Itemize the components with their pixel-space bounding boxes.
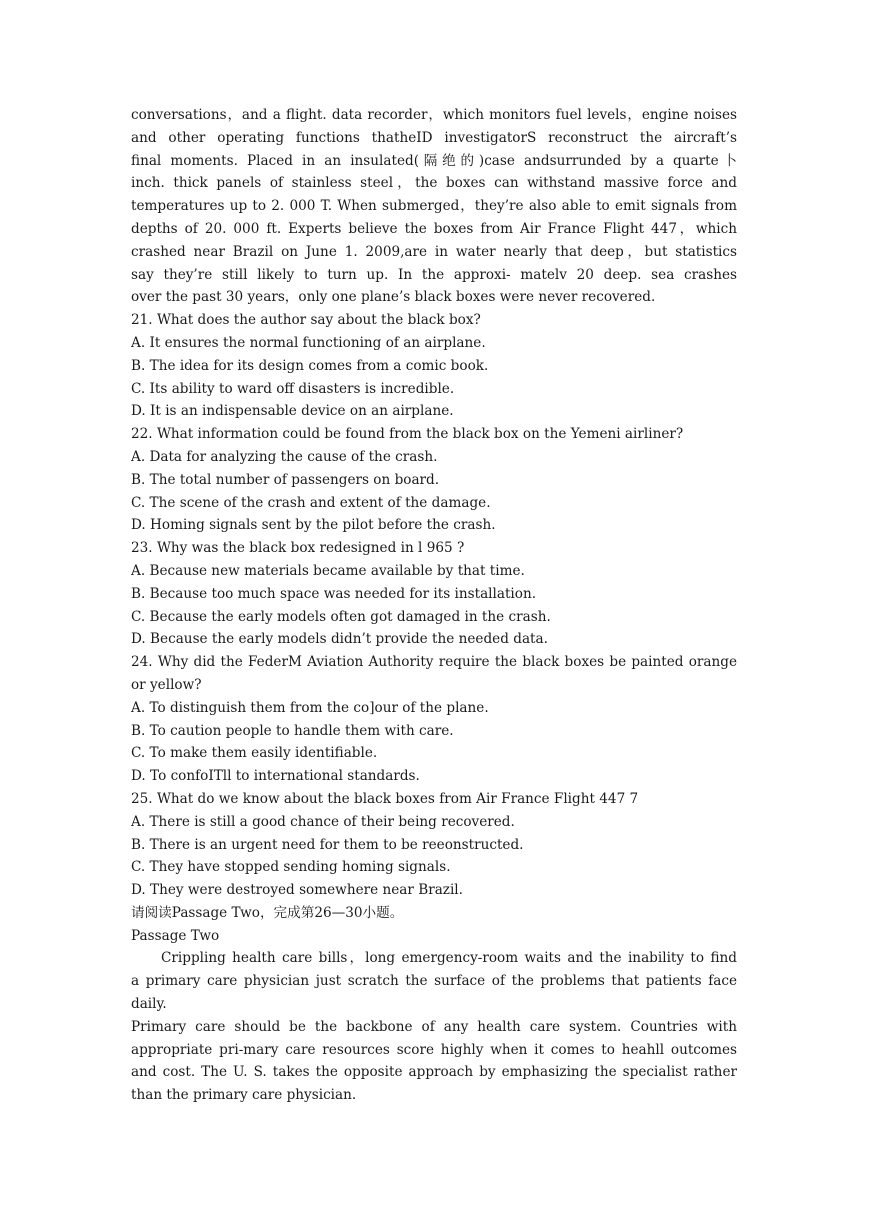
text-line: say they’re still likely to turn up. In the approxi- matelv 20 deep. sea crashes <box>131 266 737 283</box>
text-line: D. It is an indispensable device on an airplane. <box>131 403 454 420</box>
text-line: C. They have stopped sending homing signals. <box>131 859 451 876</box>
text-line: and cost. The U. S. takes the opposite approach by emphasizing the specialist rather <box>131 1064 737 1081</box>
text-line: B. There is an urgent need for them to be reeonstructed. <box>131 836 524 853</box>
text-line: appropriate pri-mary care resources score highly when it comes to heahll outcomes <box>131 1041 737 1058</box>
text-line: D. Because the early models didn’t provide the needed data. <box>131 631 548 648</box>
text-line: 24. Why did the FederM Aviation Authority require the black boxes be painted orange <box>131 654 737 671</box>
text-line: 22. What information could be found from the black box on the Yemeni airliner? <box>131 426 684 443</box>
text-line: 23. Why was the black box redesigned in l 965 ? <box>131 540 465 557</box>
text-line: Crippling health care bills，long emergency-room waits and the inability to find <box>161 950 737 967</box>
text-line: C. Its ability to ward off disasters is incredible. <box>131 380 455 397</box>
text-line: A. To distinguish them from the co]our of the plane. <box>131 699 489 716</box>
text-line: B. To caution people to handle them with care. <box>131 722 454 739</box>
text-line: A. There is still a good chance of their being recovered. <box>131 813 515 830</box>
text-line: C. To make them easily identifiable. <box>131 745 378 762</box>
text-line: B. The idea for its design comes from a comic book. <box>131 357 489 374</box>
text-line: temperatures up to 2. 000 T. When submerged，they’re also able to emit signals from <box>131 198 737 215</box>
text-line: 21. What does the author say about the black box? <box>131 312 481 329</box>
text-line: final moments. Placed in an insulated(隔绝的)case andsurrunded by a quarte卜 <box>131 152 737 169</box>
text-line: depths of 20. 000 ft. Experts believe the boxes from Air France Flight 447，which <box>131 220 737 237</box>
text-line: or yellow? <box>131 676 202 693</box>
text-line: 请阅读Passage Two，完成第26—30小题。 <box>131 904 404 921</box>
text-line: B. Because too much space was needed for its installation. <box>131 585 537 602</box>
text-line: crashed near Brazil on June 1. 2009,are in water nearly that deep，but statistics <box>131 243 737 260</box>
text-line: Primary care should be the backbone of any health care system. Countries with <box>131 1018 737 1035</box>
text-line: B. The total number of passengers on board. <box>131 471 440 488</box>
text-line: over the past 30 years，only one plane’s black boxes were never recovered. <box>131 289 656 306</box>
text-line: than the primary care physician. <box>131 1087 357 1104</box>
text-line: A. It ensures the normal functioning of an airplane. <box>131 334 486 351</box>
text-line: C. The scene of the crash and extent of the damage. <box>131 494 491 511</box>
text-line: A. Data for analyzing the cause of the crash. <box>131 448 438 465</box>
text-line: conversations，and a flight. data recorder，which monitors fuel levels，engine noises <box>131 107 737 123</box>
text-line: A. Because new materials became available by that time. <box>131 562 525 579</box>
text-line: D. They were destroyed somewhere near Brazil. <box>131 882 463 899</box>
text-line: D. Homing signals sent by the pilot before the crash. <box>131 517 496 534</box>
text-line: daily. <box>131 996 167 1013</box>
text-line: inch. thick panels of stainless steel，the boxes can withstand massive force and <box>131 175 737 192</box>
document-page <box>131 104 737 1107</box>
text-line: Passage Two <box>131 927 220 944</box>
text-line: C. Because the early models often got damaged in the crash. <box>131 608 551 625</box>
text-line: 25. What do we know about the black boxes from Air France Flight 447 7 <box>131 790 639 807</box>
text-line: a primary care physician just scratch the surface of the problems that patients face <box>131 973 737 990</box>
text-line: and other operating functions thatheID investigatorS reconstruct the aircraft’s <box>131 129 737 146</box>
text-line: D. To confoITll to international standards. <box>131 768 420 785</box>
